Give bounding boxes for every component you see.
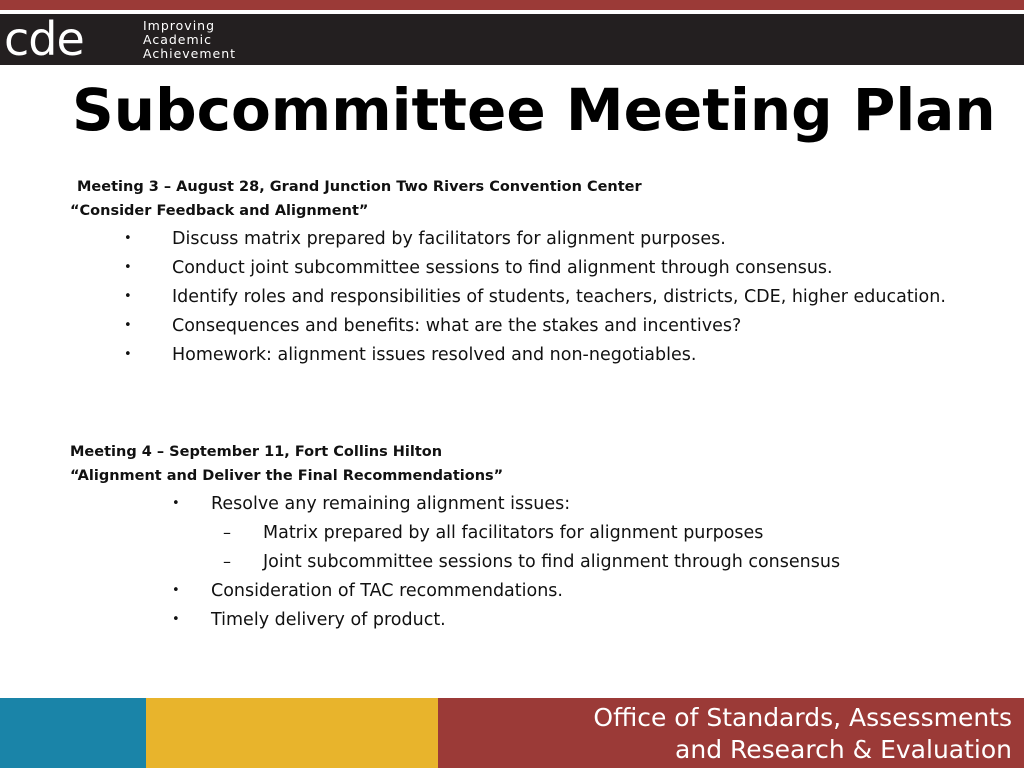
footer-red-block (438, 698, 1024, 768)
bullet-icon: • (124, 318, 132, 333)
footer-teal-block (0, 698, 146, 768)
tagline-line: Academic (143, 32, 213, 47)
logo-tagline (143, 19, 263, 61)
list-item-text: Resolve any remaining alignment issues: (211, 494, 571, 514)
meeting4-heading: Meeting 4 – September 11, Fort Collins Hilton (70, 444, 443, 460)
header-bar (0, 14, 1024, 65)
meeting4-list (172, 492, 972, 637)
sub-list-item-text: Joint subcommittee sessions to find alignment through consensus (263, 552, 841, 572)
bullet-icon: • (124, 347, 132, 362)
list-item-text: Consideration of TAC recommendations. (211, 581, 563, 601)
list-item (172, 492, 972, 516)
list-item-text: Discuss matrix prepared by facilitators for alignment purposes. (172, 229, 726, 249)
list-item-text: Conduct joint subcommittee sessions to find alignment through consensus. (172, 258, 833, 278)
bullet-icon: • (124, 231, 132, 246)
list-item (124, 285, 964, 309)
list-item-text: Identify roles and responsibilities of students, teachers, districts, CDE, higher education. (172, 287, 946, 307)
bullet-icon: • (172, 496, 180, 511)
bullet-icon: • (172, 612, 180, 627)
cde-logo: cde (4, 12, 84, 66)
list-item (172, 608, 972, 632)
meeting4-theme: “Alignment and Deliver the Final Recommendations” (70, 468, 504, 484)
footer-yellow-block (146, 698, 438, 768)
office-name-line: Office of Standards, Assessments (593, 703, 1012, 732)
dash-icon: – (223, 523, 231, 542)
bullet-icon: • (124, 289, 132, 304)
sub-list-item (172, 550, 972, 574)
list-item (124, 343, 964, 367)
list-item (124, 256, 964, 280)
list-item (172, 579, 972, 603)
tagline-line: Improving (143, 18, 216, 33)
list-item-text: Consequences and benefits: what are the stakes and incentives? (172, 316, 742, 336)
list-item (124, 314, 964, 338)
sub-list-item (172, 521, 972, 545)
bullet-icon: • (172, 583, 180, 598)
meeting3-theme: “Consider Feedback and Alignment” (70, 203, 369, 219)
list-item-text: Timely delivery of product. (211, 610, 446, 630)
office-name-line: and Research & Evaluation (675, 735, 1012, 764)
dash-icon: – (223, 552, 231, 571)
list-item (124, 227, 964, 251)
page-title: Subcommittee Meeting Plan (72, 76, 996, 144)
top-accent-stripe (0, 0, 1024, 10)
meeting3-list (124, 227, 964, 372)
tagline-line: Achievement (143, 46, 237, 61)
footer-band (0, 698, 1024, 768)
sub-list-item-text: Matrix prepared by all facilitators for alignment purposes (263, 523, 764, 543)
office-name (593, 702, 1012, 766)
list-item-text: Homework: alignment issues resolved and non-negotiables. (172, 345, 697, 365)
meeting3-heading: Meeting 3 – August 28, Grand Junction Two Rivers Convention Center (77, 179, 642, 195)
bullet-icon: • (124, 260, 132, 275)
